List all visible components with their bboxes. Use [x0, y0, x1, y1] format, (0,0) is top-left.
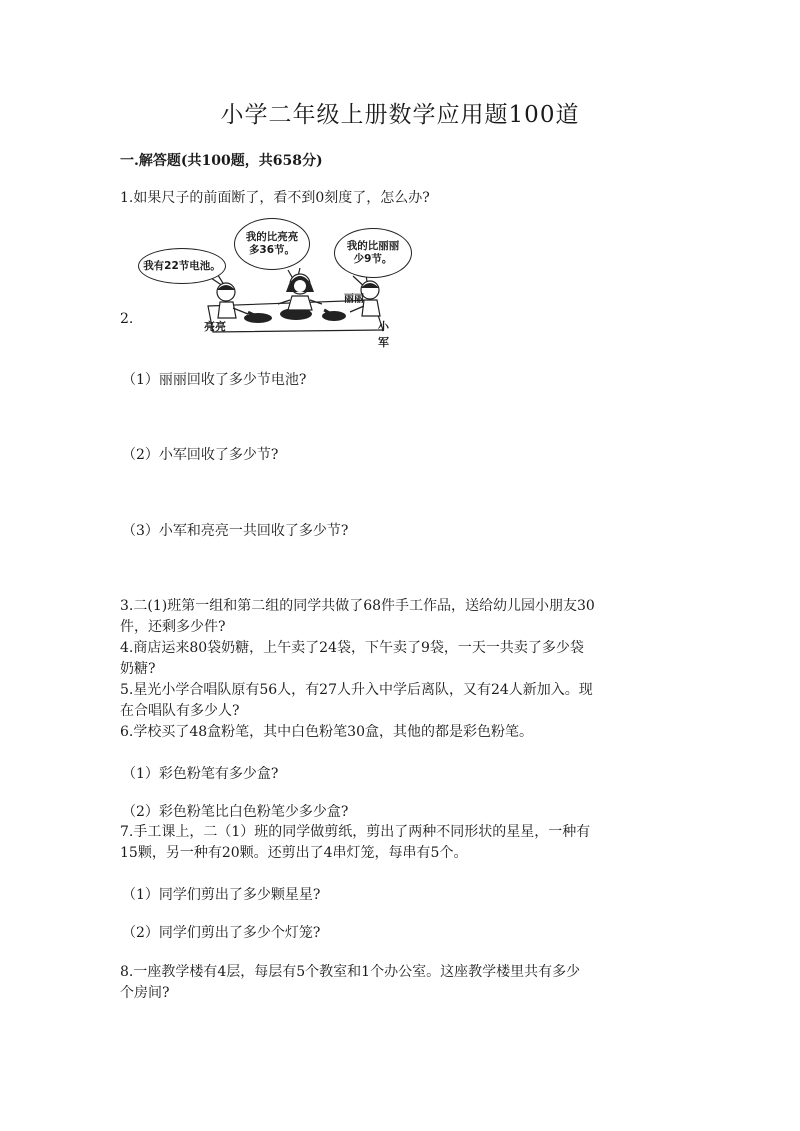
- question-2-number: 2.: [120, 311, 134, 327]
- question-5-line-1: 5.星光小学合唱队原有56人，有27人升入中学后离队，又有24人新加入。现: [120, 682, 593, 698]
- question-7-line-1: 7.手工课上，二（1）班的同学做剪纸，剪出了两种不同形状的星星，一种有: [120, 824, 591, 840]
- question-5-line-2: 在合唱队有多少人?: [120, 703, 240, 719]
- speech-bubble-lili: [234, 218, 310, 270]
- question-2-part-2: （2）小军回收了多少节?: [122, 447, 279, 463]
- question-4-line-1: 4.商店运来80袋奶糖，上午卖了24袋，下午卖了9袋，一天一共卖了多少袋: [120, 640, 584, 656]
- question-3-line-1: 3.二(1)班第一组和第二组的同学共做了68件手工作品，送给幼儿园小朋友30: [120, 598, 595, 614]
- bubble-text-line-2: 少9节。: [353, 253, 393, 265]
- bubble-text: 我有22节电池。: [143, 259, 221, 272]
- question-1: 1.如果尺子的前面断了，看不到0刻度了，怎么办?: [120, 190, 430, 206]
- question-3-line-2: 件，还剩多少件?: [120, 619, 226, 635]
- bubble-text-line-2: 多36节。: [248, 244, 296, 256]
- speech-bubble-liangliang: [138, 248, 226, 284]
- section-heading: 一.解答题(共100题，共658分): [120, 153, 323, 169]
- speech-bubble-xiaojun: [334, 228, 412, 278]
- question-6-part-1: （1）彩色粉笔有多少盒?: [122, 766, 279, 782]
- question-4-line-2: 奶糖?: [120, 661, 156, 677]
- question-2-part-3: （3）小军和亮亮一共回收了多少节?: [122, 523, 349, 539]
- question-8-line-1: 8.一座教学楼有4层，每层有5个教室和1个办公室。这座教学楼里共有多少: [120, 964, 581, 980]
- question-7-line-2: 15颗，另一种有20颗。还剪出了4串灯笼，每串有5个。: [120, 845, 468, 861]
- label-xiaojun: 小军: [378, 320, 389, 349]
- battery-illustration: [138, 218, 400, 349]
- bubble-text-line-1: 我的比亮亮: [245, 231, 299, 243]
- question-6: 6.学校买了48盒粉笔，其中白色粉笔30盒，其他的都是彩色粉笔。: [120, 724, 533, 740]
- label-lili: 丽丽: [344, 294, 364, 305]
- question-6-part-2: （2）彩色粉笔比白色粉笔少多少盒?: [122, 804, 349, 820]
- question-2-part-1: （1）丽丽回收了多少节电池?: [122, 372, 307, 388]
- page-title: 小学二年级上册数学应用题100道: [220, 102, 580, 128]
- question-7-part-2: （2）同学们剪出了多少个灯笼?: [122, 925, 321, 941]
- bubble-text-line-1: 我的比丽丽: [346, 240, 400, 252]
- label-liangliang: 亮亮: [204, 320, 226, 333]
- question-8-line-2: 个房间?: [120, 985, 170, 1001]
- question-7-part-1: （1）同学们剪出了多少颗星星?: [122, 887, 321, 903]
